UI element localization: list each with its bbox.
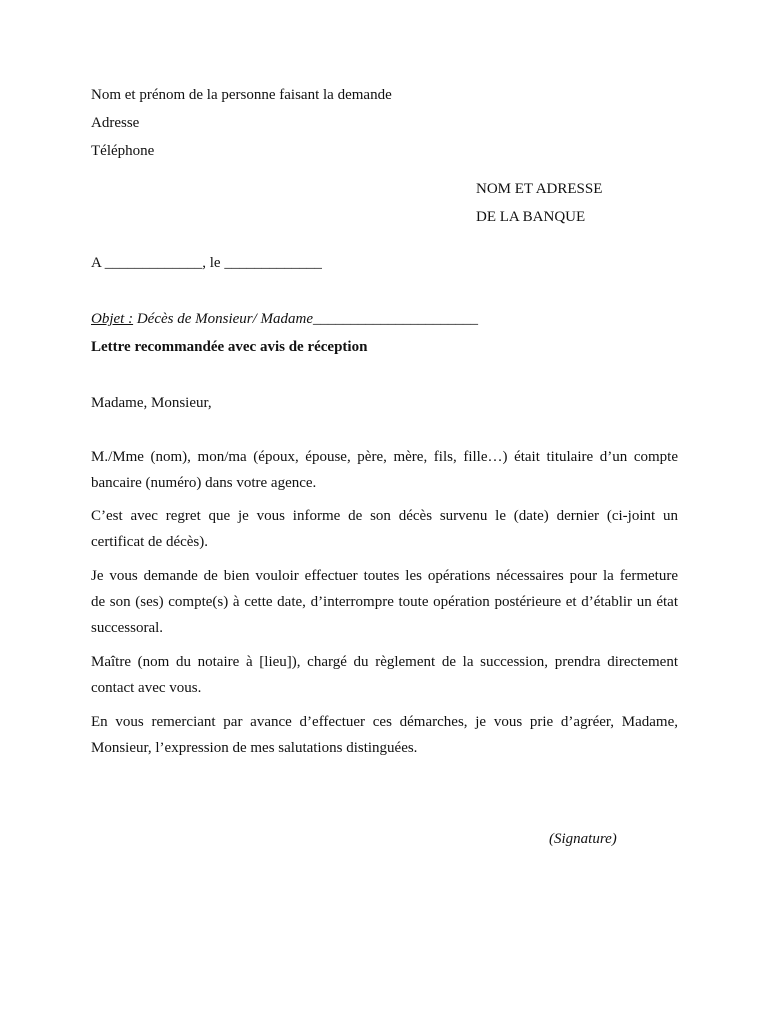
paragraph-line: certificat de décès). — [91, 534, 209, 550]
paragraph-notary — [91, 649, 678, 701]
paragraph-line: Monsieur, l’expression de mes salutations distinguées. — [91, 740, 418, 756]
paragraph-line: successoral. — [91, 620, 164, 636]
signature-placeholder: (Signature) — [549, 831, 617, 847]
sender-phone-line: Téléphone — [91, 143, 155, 159]
subject-line — [91, 310, 478, 328]
paragraph-closure-request — [91, 563, 678, 641]
sender-name-line: Nom et prénom de la personne faisant la demande — [91, 87, 392, 103]
delivery-mode-line: Lettre recommandée avec avis de réception — [91, 339, 368, 355]
place-date-line: A _____________, le _____________ — [91, 255, 322, 271]
recipient-line-2: DE LA BANQUE — [476, 209, 586, 225]
paragraph-line: bancaire (numéro) dans votre agence. — [91, 475, 317, 491]
paragraph-closing — [91, 709, 678, 761]
paragraph-death-notice — [91, 503, 678, 555]
paragraph-line: Maître (nom du notaire à [lieu]), chargé du règlement de la succession, prendra directement — [91, 654, 678, 670]
subject-label: Objet : — [91, 311, 134, 327]
paragraph-line: Je vous demande de bien vouloir effectuer toutes les opérations nécessaires pour la fermeture — [91, 568, 678, 584]
recipient-line-1: NOM ET ADRESSE — [476, 181, 603, 197]
paragraph-line: En vous remerciant par avance d’effectuer ces démarches, je vous prie d’agréer, Madame, — [91, 714, 678, 730]
paragraph-line: M./Mme (nom), mon/ma (époux, épouse, père, mère, fils, fille…) était titulaire d’un compte — [91, 449, 678, 465]
paragraph-line: C’est avec regret que je vous informe de son décès survenu le (date) dernier (ci-joint un — [91, 508, 678, 524]
paragraph-line: contact avec vous. — [91, 680, 202, 696]
salutation: Madame, Monsieur, — [91, 395, 212, 411]
subject-text: Décès de Monsieur/ Madame______________________ — [133, 311, 479, 327]
paragraph-line: de son (ses) compte(s) à cette date, d’interrompre toute opération postérieure et d’établir un état — [91, 594, 678, 610]
paragraph-account — [91, 444, 678, 496]
sender-address-line: Adresse — [91, 115, 140, 131]
